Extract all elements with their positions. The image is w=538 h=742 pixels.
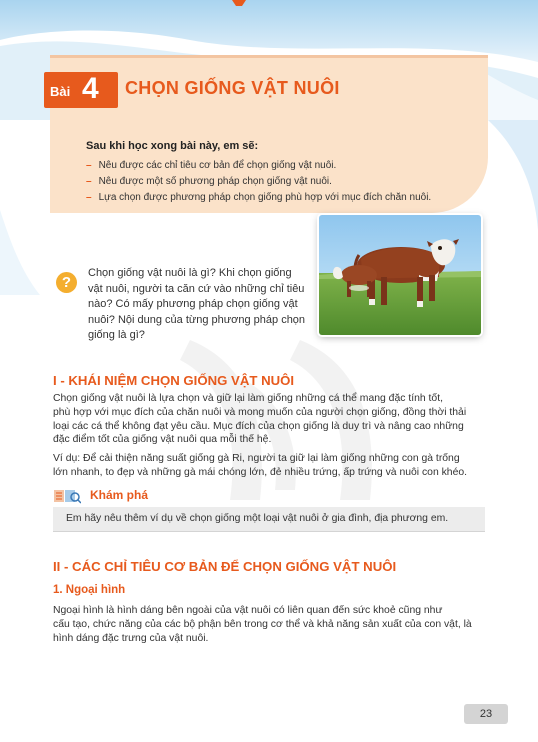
- lesson-label: Bài: [50, 84, 71, 99]
- section-1-paragraph-2: Ví dụ: Để cải thiện năng suất giống gà Ri, người ta giữ lại làm giống những con gà trống lớn nhanh, to đẹp và những gà mái chóng lớn, đẻ nhiều trứng, ấp trứng và nuôi con khéo.: [53, 453, 468, 478]
- objectives-heading: Sau khi học xong bài này, em sẽ:: [86, 140, 259, 152]
- objectives-list: [86, 158, 431, 206]
- cattle-photo: [319, 215, 481, 335]
- explore-text: Em hãy nêu thêm ví dụ về chọn giống một loại vật nuôi ở gia đình, địa phương em.: [66, 513, 449, 524]
- explore-icon: [54, 488, 81, 504]
- objective-item: – Lựa chọn được phương pháp chọn giống phù hợp với mục đích chăn nuôi.: [86, 192, 432, 203]
- lesson-number: 4: [82, 72, 99, 105]
- lesson-title: CHỌN GIỐNG VẬT NUÔI: [125, 78, 340, 98]
- opening-question: Chọn giống vật nuôi là gì? Khi chọn giống vật nuôi, người ta căn cứ vào những chỉ tiêu nào? Có mấy phương pháp chọn giống vật nuôi? Nội dung của từng phương pháp chọn giống là gì?: [88, 267, 306, 342]
- explore-title: Khám phá: [90, 488, 149, 502]
- section-1-title: I - KHÁI NIỆM CHỌN GIỐNG VẬT NUÔI: [53, 373, 295, 388]
- objective-item: – Nêu được các chỉ tiêu cơ bản để chọn giống vật nuôi.: [86, 160, 337, 171]
- page-number: 23: [479, 708, 493, 720]
- section-2-paragraph: Ngoại hình là hình dáng bên ngoài của vật nuôi có liên quan đến sức khoẻ cũng như cấu tạo, chức năng của các bộ phận bên trong cơ thể và khả năng sản xuất của con vật, là hình dáng đặc trưng của vật nuôi.: [53, 605, 472, 644]
- section-2-title: II - CÁC CHỈ TIÊU CƠ BẢN ĐỂ CHỌN GIỐNG VẬT NUÔI: [53, 559, 397, 574]
- objective-item: – Nêu được một số phương pháp chọn giống vật nuôi.: [86, 176, 332, 187]
- subsection-1-title: 1. Ngoại hình: [53, 584, 126, 596]
- section-1-paragraph-1: Chọn giống vật nuôi là lựa chọn và giữ lại làm giống những cá thể mang đặc tính tốt, phù hợp với mục đích của chăn nuôi và mong muốn của người chọn giống, đồng thời thải loại các cá thể không đạt yêu cầu. Mục đích của chọn giống là duy trì và nâng cao những đặc điểm tốt của giống vật nuôi qua mỗi thế hệ.: [53, 393, 467, 446]
- question-icon: ?: [56, 272, 77, 293]
